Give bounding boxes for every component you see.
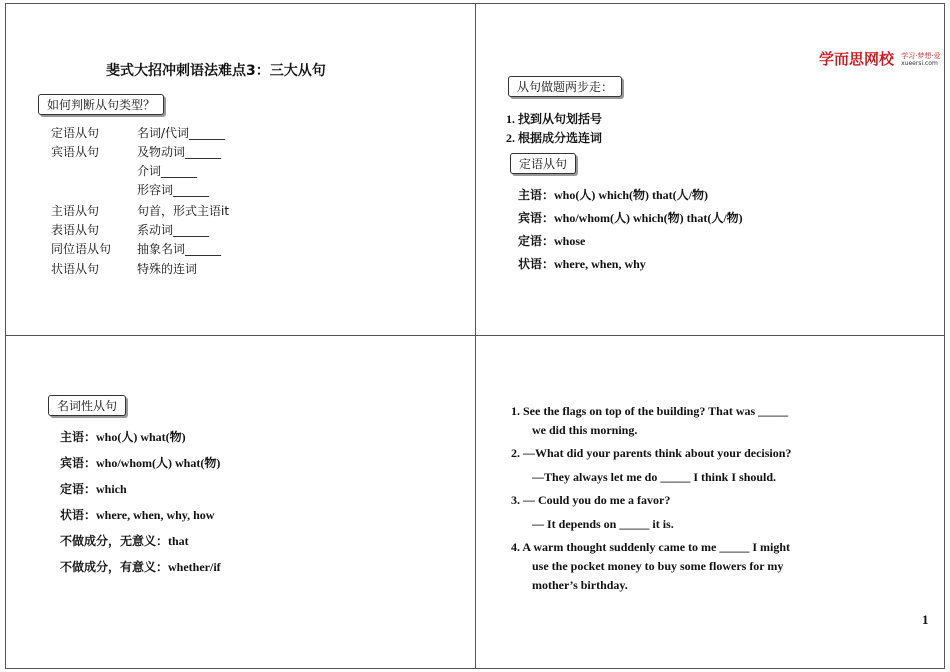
slide-panel-1 — [5, 3, 476, 336]
exercise-line: we did this morning. — [532, 423, 638, 437]
exercise-line: 1. See the flags on top of the building? That was _____ — [511, 404, 789, 418]
row-left: 表语从句 — [51, 223, 100, 237]
row-left: 定语从句 — [51, 126, 100, 140]
rule-line: 定语：whose — [518, 234, 586, 248]
exercise-line: —They always let me do _____ I think I should. — [532, 470, 777, 484]
slide-title: 斐式大招冲刺语法难点3：三大从句 — [106, 63, 326, 79]
section-label-two-steps: 从句做题两步走： — [508, 76, 622, 97]
exercise-line: 3. — Could you do me a favor? — [511, 493, 671, 507]
step-item: 1. 找到从句划括号 — [506, 112, 603, 126]
exercise-line: use the pocket money to buy some flowers for my — [532, 559, 784, 573]
xueersi-logo — [819, 48, 941, 69]
rule-line: 主语：who(人) what(物) — [60, 430, 186, 444]
rule-line: 状语：where, when, why, how — [60, 508, 215, 522]
logo-tagline: 学习·梦想·爱 — [901, 52, 941, 60]
exercise-line: mother’s birthday. — [532, 578, 628, 592]
rule-line: 宾语：who/whom(人) what(物) — [60, 456, 221, 470]
row-left: 宾语从句 — [51, 145, 100, 159]
row-right: 形容词______ — [137, 183, 210, 197]
row-left: 状语从句 — [51, 262, 100, 276]
rule-line: 主语：who(人) which(物) that(人/物) — [518, 188, 708, 202]
slide-panel-3 — [5, 335, 476, 669]
section-label-attributive: 定语从句 — [510, 153, 576, 174]
section-label-how-to-judge: 如何判断从句类型？ — [38, 94, 164, 115]
section-label-nominal: 名词性从句 — [48, 395, 126, 416]
row-left: 主语从句 — [51, 204, 100, 218]
exercise-line: — It depends on _____ it is. — [532, 517, 674, 531]
rule-line: 不做成分，有意义：whether/if — [60, 560, 221, 574]
row-right: 名词/代词______ — [137, 126, 226, 140]
row-right: 抽象名词______ — [137, 242, 222, 256]
slide-panel-2 — [475, 3, 945, 336]
row-right: 句首，形式主语it — [137, 204, 230, 218]
exercise-line: 2. —What did your parents think about your decision? — [511, 446, 792, 460]
row-right: 介词______ — [137, 164, 198, 178]
row-left: 同位语从句 — [51, 242, 112, 256]
exercise-line: 4. A warm thought suddenly came to me _____ I might — [511, 540, 791, 554]
row-right: 及物动词______ — [137, 145, 222, 159]
rule-line: 宾语：who/whom(人) which(物) that(人/物) — [518, 211, 743, 225]
rule-line: 定语：which — [60, 482, 127, 496]
logo-main-text: 学而思网校 — [819, 50, 895, 68]
page-number: 1 — [922, 612, 929, 627]
slide-panel-4 — [475, 335, 945, 669]
step-item: 2. 根据成分选连词 — [506, 131, 603, 145]
rule-line: 不做成分，无意义：that — [60, 534, 189, 548]
row-right: 特殊的连词 — [137, 262, 198, 276]
row-right: 系动词______ — [137, 223, 210, 237]
rule-line: 状语：where, when, why — [518, 257, 646, 271]
logo-url: xueersi.com — [901, 60, 938, 67]
